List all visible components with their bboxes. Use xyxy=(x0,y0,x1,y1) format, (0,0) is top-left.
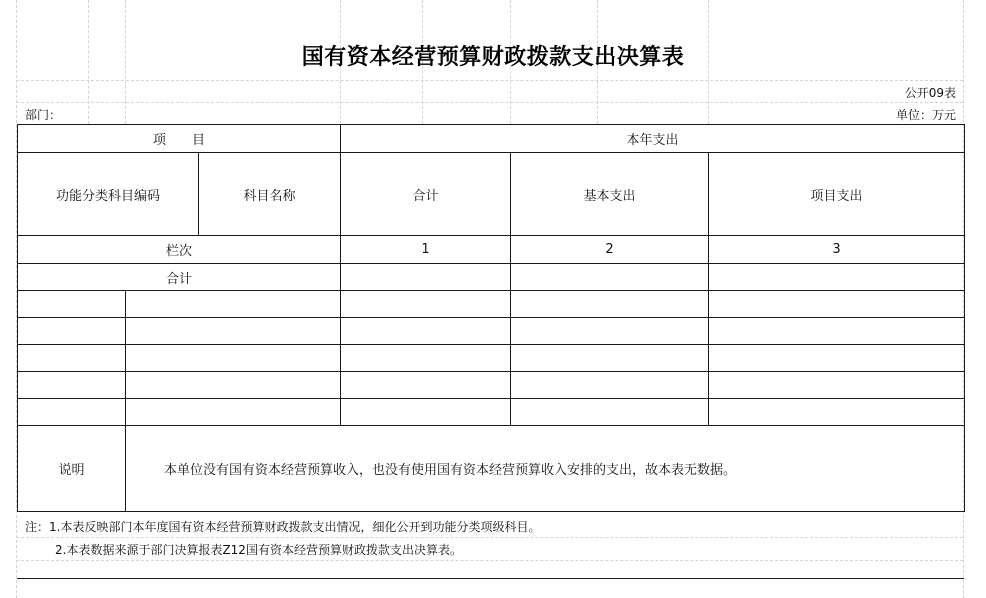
row-code xyxy=(18,291,126,318)
row-total xyxy=(341,372,511,399)
row-total xyxy=(341,399,511,426)
row-basic xyxy=(511,318,709,345)
gridline xyxy=(16,80,963,81)
unit-label: 单位：万元 xyxy=(895,108,956,122)
row-code xyxy=(18,372,126,399)
note-2: 2.本表数据来源于部门决算报表Z12国有资本经营预算财政拨款支出决算表。 xyxy=(55,543,462,557)
expenditure-table xyxy=(17,124,965,512)
header-basic-expenditure: 基本支出 xyxy=(511,153,709,236)
header-total: 合计 xyxy=(341,153,511,236)
department-label: 部门： xyxy=(25,108,62,122)
header-project-expenditure: 项目支出 xyxy=(709,153,965,236)
row-basic xyxy=(511,345,709,372)
row-project xyxy=(709,318,965,345)
table-row xyxy=(18,291,965,318)
gridline xyxy=(16,102,963,103)
row-code xyxy=(18,345,126,372)
header-subject-name: 科目名称 xyxy=(199,153,341,236)
table-row xyxy=(18,399,965,426)
form-code: 公开09表 xyxy=(904,86,956,100)
row-total xyxy=(341,318,511,345)
header-current-year-expenditure: 本年支出 xyxy=(341,125,965,153)
total-row-label: 合计 xyxy=(18,264,341,291)
row-project xyxy=(709,345,965,372)
total-row xyxy=(18,264,965,291)
total-row-total xyxy=(341,264,511,291)
table-row xyxy=(18,372,965,399)
table-row xyxy=(18,345,965,372)
row-basic xyxy=(511,291,709,318)
row-name xyxy=(126,372,341,399)
row-name xyxy=(126,345,341,372)
row-name xyxy=(126,318,341,345)
column-number-3: 3 xyxy=(709,236,965,264)
row-code xyxy=(18,318,126,345)
header-item: 项 目 xyxy=(18,125,341,153)
row-code xyxy=(18,399,126,426)
row-total xyxy=(341,345,511,372)
row-project xyxy=(709,372,965,399)
row-total xyxy=(341,291,511,318)
total-row-project xyxy=(709,264,965,291)
row-name xyxy=(126,291,341,318)
row-basic xyxy=(511,372,709,399)
header-function-code: 功能分类科目编码 xyxy=(18,153,199,236)
total-row-basic xyxy=(511,264,709,291)
gridline xyxy=(16,560,963,561)
note-1: 注：1.本表反映部门本年度国有资本经营预算财政拨款支出情况，细化公开到功能分类项级科目。 xyxy=(25,520,541,534)
column-number-2: 2 xyxy=(511,236,709,264)
table-row xyxy=(18,318,965,345)
page-title: 国有资本经营预算财政拨款支出决算表 xyxy=(301,44,685,70)
explanation-label: 说明 xyxy=(18,426,126,512)
row-project xyxy=(709,291,965,318)
column-number-1: 1 xyxy=(341,236,511,264)
bottom-rule xyxy=(17,578,964,579)
row-basic xyxy=(511,399,709,426)
row-name xyxy=(126,399,341,426)
column-number-label: 栏次 xyxy=(18,236,341,264)
explanation-text: 本单位没有国有资本经营预算收入，也没有使用国有资本经营预算收入安排的支出，故本表无数据。 xyxy=(126,426,965,512)
gridline xyxy=(16,537,963,538)
row-project xyxy=(709,399,965,426)
